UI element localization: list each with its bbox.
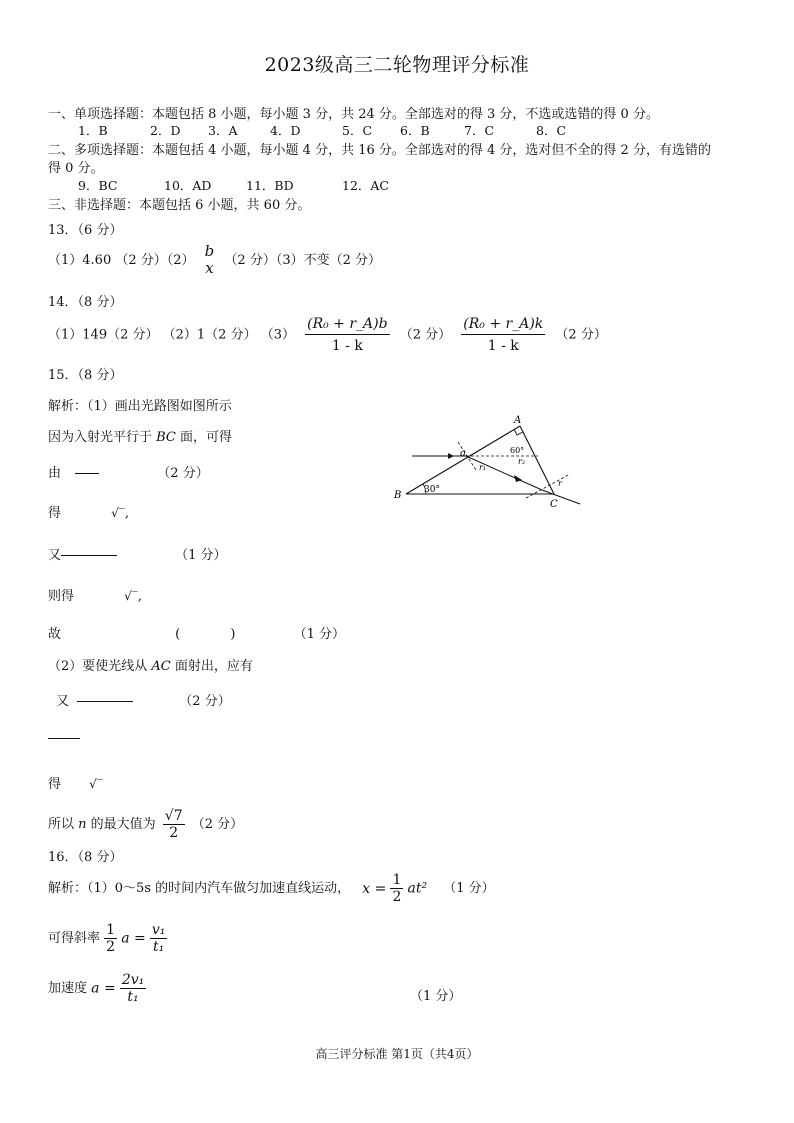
q15-line3-rule	[75, 473, 99, 474]
q15-line3-text: 由	[48, 466, 62, 481]
q15-line6-text: 则得	[48, 589, 75, 604]
label-a-point: a	[460, 448, 466, 459]
q15-line2-bc: BC	[156, 430, 176, 445]
q15-line8	[48, 655, 253, 674]
q15-max-n-fraction	[163, 808, 185, 841]
q16-line3	[48, 972, 146, 1005]
q16-eq-frac-den: 2	[392, 889, 402, 906]
q15-max-n-num: √7	[164, 808, 183, 824]
q16-slope-frac2	[150, 922, 168, 955]
q16-title: 16．（8 分）	[48, 850, 123, 865]
q15-line12	[48, 808, 243, 841]
answer-1: 1．B	[78, 123, 108, 138]
q16-accel-mid: a =	[91, 980, 116, 997]
q15-line7-paren-close: )	[230, 627, 236, 642]
q14-frac2-den: 1 - k	[487, 338, 519, 355]
q16-eq-fraction	[390, 872, 403, 905]
q14-title: 14．（8 分）	[48, 295, 123, 310]
label-b-vertex: B	[394, 490, 402, 501]
q15-line8-end: 面射出，应有	[170, 659, 253, 674]
q15-max-n-den: 2	[169, 825, 179, 842]
q15-line9-text: 又	[56, 694, 70, 709]
q14-fraction-1	[305, 316, 389, 354]
q15-line4	[48, 502, 129, 521]
page-title: 2023级高三二轮物理评分标准	[264, 54, 530, 76]
q15-line4-comma: ,	[124, 506, 129, 521]
q15-line3-score: （2 分）	[157, 466, 209, 481]
section2-answers	[78, 176, 389, 194]
q15-line12-n: n	[78, 817, 87, 833]
q16-line1-score: （1 分）	[443, 881, 495, 897]
q15-line4-sqrt: √‾	[111, 506, 125, 520]
label-r2: r₂	[518, 457, 526, 466]
q15-line7-score: （1 分）	[293, 627, 345, 642]
q16-line2	[48, 922, 167, 955]
section2-heading-line2: 得 0 分。	[48, 161, 104, 176]
q14-score-1: （2 分）	[399, 327, 452, 343]
q15-line5-text: 又	[48, 548, 62, 563]
q16-line3-score: （1 分）	[410, 989, 462, 1004]
q13-frac-num: b	[204, 242, 215, 260]
answer-12: 12．AC	[342, 178, 389, 193]
answer-8: 8．C	[536, 123, 567, 138]
q15-line6-sqrt: √‾	[124, 589, 138, 603]
q14-part1: （1）149（2 分） （2）1（2 分） （3）	[48, 327, 295, 343]
q15-line10-rule	[48, 738, 80, 739]
q15-line9	[56, 690, 231, 709]
answer-6: 6．B	[400, 123, 430, 138]
label-r: r	[558, 479, 562, 488]
answer-10: 10．AD	[164, 178, 212, 193]
q14-frac1-num: (R₀ + r_A)b	[305, 316, 389, 335]
answer-11: 11．BD	[246, 178, 294, 193]
q13-part2: （2 分）（3）不变（2 分）	[224, 252, 381, 268]
q15-line9-rule	[77, 701, 133, 702]
edge-ba	[406, 426, 520, 494]
edge-ac	[520, 426, 554, 494]
q13-part1: （1）4.60 （2 分）（2）	[48, 252, 195, 268]
answer-3: 3．A	[208, 123, 238, 138]
q14-score-2: （2 分）	[555, 327, 607, 343]
q13-answer	[48, 243, 381, 278]
answer-9: 9．BC	[78, 178, 118, 193]
q15-line9-score: （2 分）	[179, 694, 231, 709]
q16-line1	[48, 872, 495, 905]
q16-slope-frac1-den: 2	[106, 939, 116, 956]
light-path-diagram	[386, 412, 596, 512]
q16-eq-frac-num: 1	[392, 872, 402, 888]
q15-line6	[48, 585, 142, 604]
q15-line12-text: 所以	[48, 817, 79, 833]
q14-fraction-2	[461, 316, 545, 354]
q15-line5-score: （1 分）	[175, 548, 227, 563]
answer-5: 5．C	[342, 123, 373, 138]
answer-7: 7．C	[464, 123, 495, 138]
section3-heading: 三、非选择题：本题包括 6 小题，共 60 分。	[48, 198, 311, 213]
q15-line4-text: 得	[48, 506, 62, 521]
q13-frac-den: x	[205, 259, 214, 278]
answer-2: 2．D	[150, 123, 181, 138]
incident-arrow	[448, 453, 454, 459]
q16-line1-text: 解析：（1）0～5s 的时间内汽车做匀加速直线运动，	[48, 881, 351, 897]
q16-line2-text: 可得斜率	[48, 931, 101, 947]
q16-eq-lhs: x =	[362, 880, 387, 897]
refracted-ray	[466, 456, 542, 490]
q15-line8-ac: AC	[151, 659, 171, 674]
q15-line5	[48, 544, 227, 563]
label-60-deg: 60°	[510, 446, 525, 455]
q15-line11-sqrt: √‾	[89, 777, 103, 791]
q15-line7-paren-open: (	[175, 627, 181, 642]
q16-eq-rhs: at²	[407, 880, 428, 897]
section1-heading: 一、单项选择题：本题包括 8 小题，每小题 3 分，共 24 分。全部选对的得 3 分，不选或选错的得 0 分。	[48, 107, 659, 122]
q13-fraction	[203, 243, 217, 278]
section2-heading-line1: 二、多项选择题：本题包括 4 小题，每小题 4 分，共 16 分。全部选对的得 4 分，选对但不全的得 2 分，有选错的	[48, 143, 711, 158]
q16-accel-frac-num: 2v₁	[121, 972, 145, 988]
q16-slope-mid: a =	[121, 930, 146, 947]
q15-line8-text: （2）要使光线从	[48, 659, 152, 674]
q15-line7	[48, 623, 345, 642]
q15-line6-comma: ,	[137, 589, 142, 604]
q15-title: 15．（8 分）	[48, 368, 123, 383]
q16-slope-frac2-den: t₁	[153, 939, 165, 956]
q15-line2-end: 面，可得	[175, 430, 233, 445]
q14-frac1-den: 1 - k	[331, 338, 363, 355]
q16-line3-text: 加速度	[48, 981, 88, 997]
q15-line11	[48, 773, 103, 792]
q13-title: 13．（6 分）	[48, 223, 123, 238]
q16-accel-frac	[120, 972, 146, 1005]
emergent-ray	[542, 490, 580, 504]
label-c-vertex: C	[550, 499, 558, 510]
q14-answer	[48, 316, 607, 354]
q15-line3	[48, 462, 209, 481]
q15-line12-text2: 的最大值为	[86, 817, 156, 833]
q15-line1: 解析：（1）画出光路图如图所示	[48, 399, 232, 414]
q15-line5-rule	[61, 555, 117, 556]
q16-accel-frac-den: t₁	[127, 989, 139, 1006]
q16-slope-frac2-num: v₁	[151, 922, 166, 938]
q15-line11-text: 得	[48, 777, 62, 792]
q15-line12-score: （2 分）	[191, 817, 244, 833]
label-r1: r₁	[479, 463, 487, 472]
answer-4: 4．D	[270, 123, 301, 138]
q15-line2	[48, 426, 232, 445]
q15-line2-text: 因为入射光平行于	[48, 430, 157, 445]
q14-frac2-num: (R₀ + r_A)k	[461, 316, 545, 335]
label-a-vertex: A	[514, 415, 522, 426]
q15-line7-text: 故	[48, 627, 62, 642]
label-30-deg: 30°	[424, 485, 440, 495]
section1-answers	[78, 121, 566, 139]
q16-slope-frac1	[104, 922, 117, 955]
page-footer: 高三评分标准 第1页（共4页）	[315, 1047, 479, 1061]
q16-slope-frac1-num: 1	[106, 922, 116, 938]
